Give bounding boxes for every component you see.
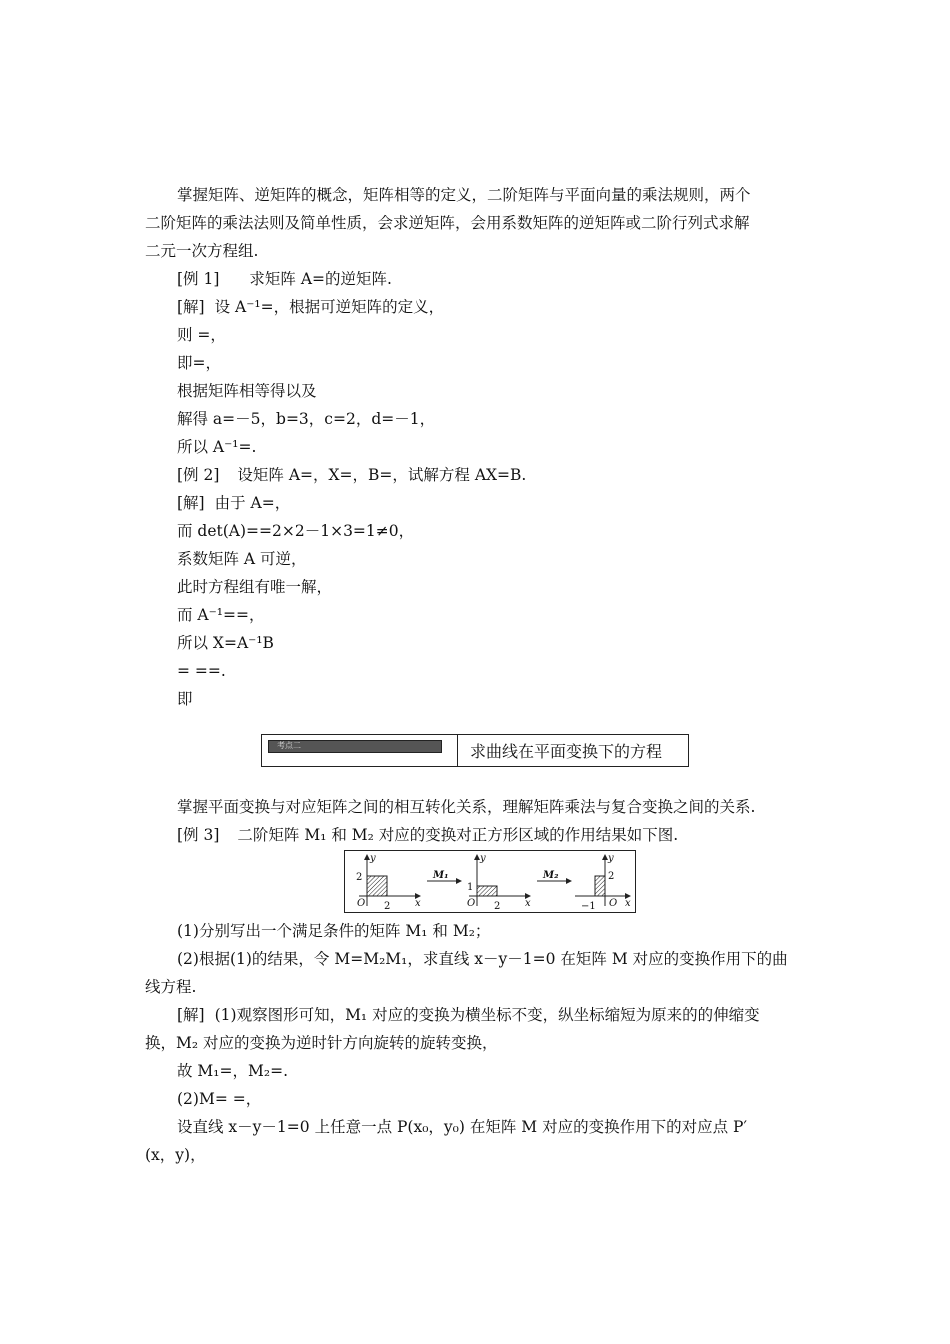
example-3-solution-4a: 设直线 x－y－1=0 上任意一点 P(x₀，y₀) 在矩阵 M 对应的变换作用下的对应点 P′	[177, 1118, 747, 1136]
example-3-solution-2: 故 M₁=，M₂=.	[177, 1062, 288, 1080]
y-tick-label: 2	[356, 872, 363, 883]
example-2-solution-line-2: 而 det(A)==2×2－1×3=1≠0，	[177, 522, 415, 540]
example-2-text: 设矩阵 A=，X=，B=，试解方程 AX=B.	[237, 466, 527, 484]
example-1-solution-line-3: 即=，	[177, 354, 221, 372]
example-1-solution-line-6: 所以 A⁻¹=.	[177, 438, 257, 456]
intro-line-2: 二阶矩阵的乘法法则及简单性质，会求逆矩阵，会用系数矩阵的逆矩阵或二阶行列式求解	[145, 214, 750, 232]
panel-1	[356, 853, 421, 912]
section-title: 求曲线在平面变换下的方程	[470, 742, 663, 761]
arrow-m2	[537, 870, 571, 881]
example-3-question-2a: (2)根据(1)的结果，令 M=M₂M₁，求直线 x－y－1=0 在矩阵 M 对应的变换作用下的曲	[177, 950, 788, 968]
x-tick-label: 2	[384, 901, 391, 912]
example-2-heading	[177, 465, 526, 485]
example-2-solution-line-8: 即	[177, 690, 193, 708]
example-1-solution-line-4: 根据矩阵相等得以及	[177, 382, 317, 400]
example-3-question-1: (1)分别写出一个满足条件的矩阵 M₁ 和 M₂；	[177, 922, 491, 940]
example-2-solution-line-6: 所以 X=A⁻¹B	[177, 634, 274, 652]
x-axis-label: x	[525, 898, 531, 909]
intro-line-1: 掌握矩阵、逆矩阵的概念，矩阵相等的定义，二阶矩阵与平面向量的乘法规则，两个	[177, 186, 751, 204]
section-2-paragraph: 掌握平面变换与对应矩阵之间的相互转化关系，理解矩阵乘法与复合变换之间的关系.	[177, 798, 756, 816]
y-axis-label: y	[370, 853, 376, 864]
example-3-text: 二阶矩阵 M₁ 和 M₂ 对应的变换对正方形区域的作用结果如下图.	[237, 826, 679, 844]
panel-3	[575, 853, 631, 912]
section-badge-text: 考点二	[277, 741, 301, 750]
example-2-solution-line-7: = ==.	[177, 662, 226, 680]
intro-line-3: 二元一次方程组.	[145, 242, 259, 260]
x-tick-label: −1	[581, 901, 596, 912]
example-2-solution-line-1	[177, 493, 290, 513]
solution-text: 设 A⁻¹=，根据可逆矩阵的定义，	[214, 298, 445, 316]
solution-text: (1)观察图形可知，M₁ 对应的变换为横坐标不变，纵坐标缩短为原来的的伸缩变	[214, 1006, 760, 1024]
example-3-heading	[177, 825, 678, 845]
y-tick-label: 1	[467, 882, 474, 893]
example-3-label: [例 3]	[177, 826, 220, 844]
example-3-solution-3: (2)M= =，	[177, 1090, 262, 1108]
x-tick-label: 2	[494, 901, 501, 912]
example-1-label: [例 1]	[177, 270, 220, 288]
transformation-figure	[344, 850, 636, 913]
example-1-heading	[177, 269, 392, 289]
arrow-m1	[427, 870, 461, 881]
x-axis-label: x	[625, 898, 631, 909]
x-axis-label: x	[415, 898, 421, 909]
origin-label: O	[609, 898, 618, 909]
section-2-header	[261, 734, 689, 767]
y-axis-label: y	[480, 853, 486, 864]
figure-svg	[345, 851, 635, 912]
y-tick-label: 2	[608, 871, 615, 882]
example-2-solution-line-3: 系数矩阵 A 可逆，	[177, 550, 307, 568]
panel-2	[467, 853, 531, 912]
example-3-solution-4b: (x，y)，	[145, 1146, 206, 1164]
y-axis-label: y	[608, 853, 614, 864]
example-3-solution-1b: 换，M₂ 对应的变换为逆时针方向旋转的旋转变换，	[145, 1034, 498, 1052]
compressed-region	[477, 886, 497, 896]
example-1-solution-line-1	[177, 297, 444, 317]
origin-label: O	[467, 898, 476, 909]
rotated-region	[595, 876, 605, 896]
example-2-label: [例 2]	[177, 466, 220, 484]
example-2-solution-line-4: 此时方程组有唯一解，	[177, 578, 333, 596]
arrow-m1-label: M₁	[433, 870, 449, 881]
solution-label: [解]	[177, 298, 205, 316]
origin-label: O	[357, 898, 366, 909]
section-divider	[457, 735, 458, 766]
example-3-question-2b: 线方程.	[145, 978, 197, 996]
solution-text: 由于 A=，	[214, 494, 291, 512]
square-region	[367, 876, 387, 896]
example-2-solution-line-5: 而 A⁻¹==，	[177, 606, 265, 624]
example-1-solution-line-5: 解得 a=－5，b=3，c=2，d=－1，	[177, 410, 436, 428]
example-1-text: 求矩阵 A=的逆矩阵.	[249, 270, 392, 288]
solution-label: [解]	[177, 1006, 205, 1024]
solution-label: [解]	[177, 494, 205, 512]
example-1-solution-line-2: 则 =，	[177, 326, 226, 344]
arrow-m2-label: M₂	[543, 870, 559, 881]
example-3-solution-1a	[177, 1005, 760, 1025]
section-badge	[268, 740, 442, 753]
